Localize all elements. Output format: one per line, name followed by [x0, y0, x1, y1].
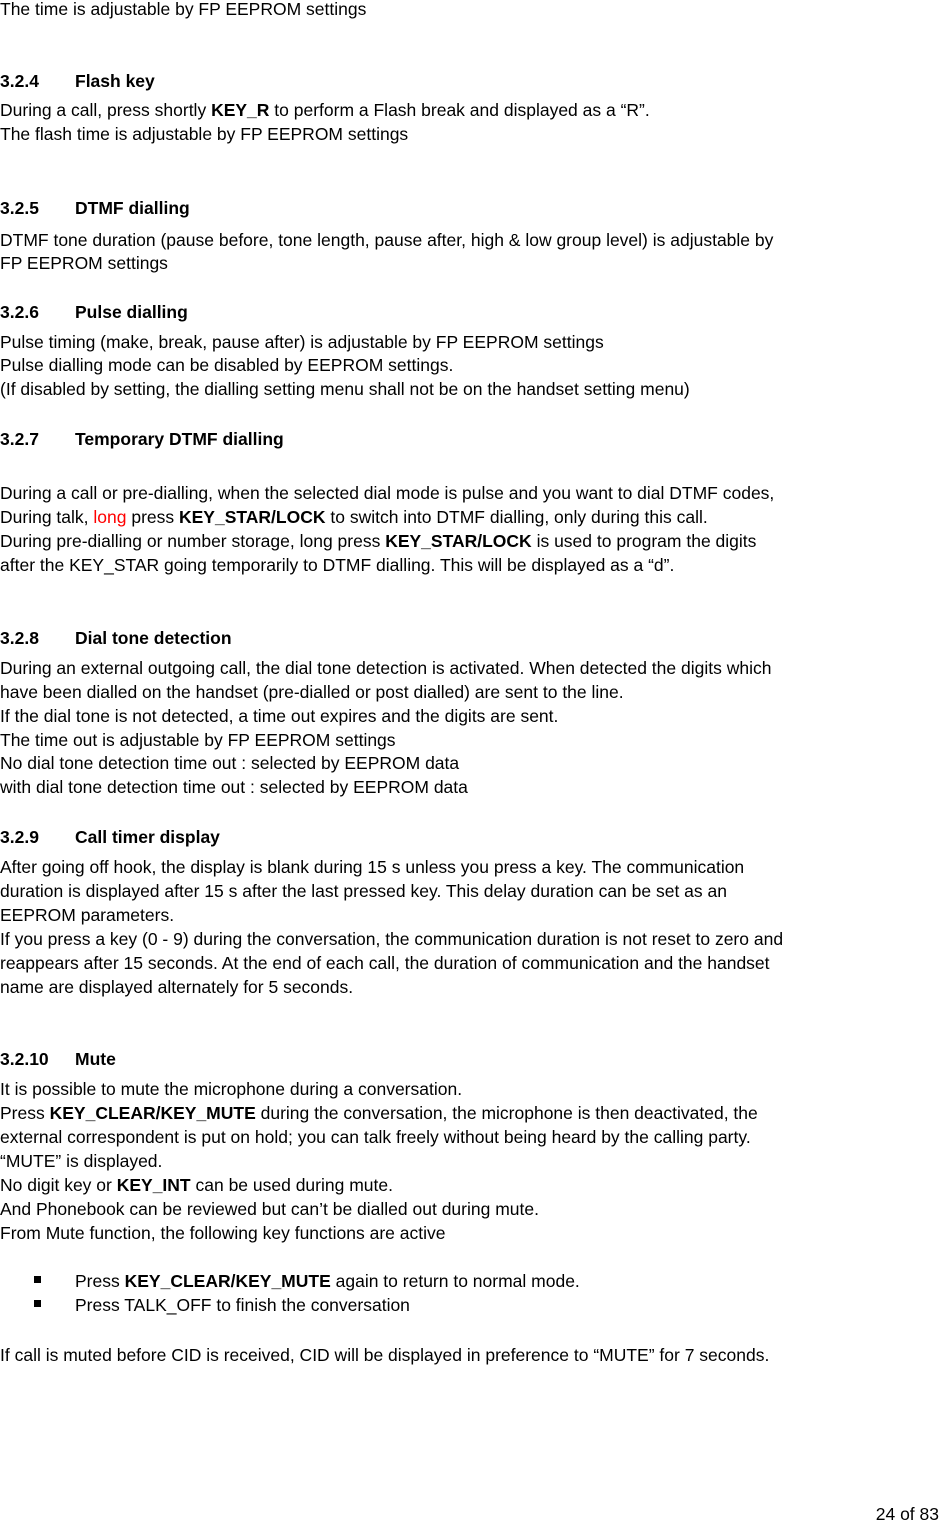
paragraph-line: During a call, press shortly KEY_R to perform a Flash break and displayed as a “R”. [0, 100, 650, 120]
paragraph-line: EEPROM parameters. [0, 905, 175, 925]
paragraph-line: Pulse timing (make, break, pause after) is adjustable by FP EEPROM settings [0, 332, 604, 352]
paragraph-line: after the KEY_STAR going temporarily to DTMF dialling. This will be displayed as a “d”. [0, 555, 675, 575]
paragraph-line: Pulse dialling mode can be disabled by EEPROM settings. [0, 355, 454, 375]
section-title: Call timer display [75, 827, 220, 847]
paragraph-line: (If disabled by setting, the dialling setting menu shall not be on the handset setting menu) [0, 379, 690, 399]
paragraph-line: duration is displayed after 15 s after the last pressed key. This delay duration can be set as an [0, 881, 727, 901]
section-number: 3.2.4 [0, 71, 39, 91]
paragraph-line: The time out is adjustable by FP EEPROM settings [0, 730, 396, 750]
paragraph-line: with dial tone detection time out : selected by EEPROM data [0, 777, 468, 797]
paragraph-line: name are displayed alternately for 5 seconds. [0, 977, 354, 997]
section-title: Flash key [75, 71, 155, 91]
paragraph-line: If the dial tone is not detected, a time out expires and the digits are sent. [0, 706, 559, 726]
paragraph-line: reappears after 15 seconds. At the end of each call, the duration of communication and the handset [0, 953, 770, 973]
section-title: Temporary DTMF dialling [75, 429, 284, 449]
key-name: KEY_STAR/LOCK [179, 507, 326, 527]
paragraph-line: If call is muted before CID is received, CID will be displayed in preference to “MUTE” for 7 seconds. [0, 1345, 770, 1365]
page-number: 24 of 83 [875, 1504, 939, 1524]
section-title: Dial tone detection [75, 628, 232, 648]
list-item: Press TALK_OFF to finish the conversation [75, 1295, 410, 1315]
key-name: KEY_STAR/LOCK [385, 531, 532, 551]
key-name: KEY_INT [116, 1175, 191, 1195]
section-number: 3.2.9 [0, 827, 39, 847]
section-title: DTMF dialling [75, 198, 190, 218]
heading-dtmf-dialling [0, 197, 190, 219]
section-number: 3.2.6 [0, 302, 39, 322]
square-bullet-icon [34, 1300, 41, 1307]
intro-text: The time is adjustable by FP EEPROM settings [0, 0, 367, 19]
heading-temporary-dtmf-dialling [0, 428, 284, 450]
heading-dial-tone-detection [0, 627, 232, 649]
paragraph-line: “MUTE” is displayed. [0, 1151, 163, 1171]
paragraph-line: The flash time is adjustable by FP EEPROM settings [0, 124, 409, 144]
key-name: KEY_CLEAR/KEY_MUTE [124, 1271, 331, 1291]
paragraph-line: During pre-dialling or number storage, long press KEY_STAR/LOCK is used to program the digits [0, 531, 757, 551]
section-number: 3.2.10 [0, 1049, 49, 1069]
paragraph-line: During a call or pre-dialling, when the selected dial mode is pulse and you want to dial DTMF codes, [0, 483, 775, 503]
paragraph-line: have been dialled on the handset (pre-dialled or post dialled) are sent to the line. [0, 682, 624, 702]
heading-flash-key [0, 70, 155, 92]
section-number: 3.2.5 [0, 198, 39, 218]
paragraph-line: No digit key or KEY_INT can be used during mute. [0, 1175, 393, 1195]
paragraph-line: During talk, long press KEY_STAR/LOCK to switch into DTMF dialling, only during this call. [0, 507, 708, 527]
paragraph-line: After going off hook, the display is blank during 15 s unless you press a key. The communication [0, 857, 745, 877]
paragraph-line: And Phonebook can be reviewed but can’t be dialled out during mute. [0, 1199, 539, 1219]
section-number: 3.2.8 [0, 628, 39, 648]
key-name: KEY_R [211, 100, 270, 120]
section-number: 3.2.7 [0, 429, 39, 449]
paragraph-line: No dial tone detection time out : selected by EEPROM data [0, 753, 460, 773]
paragraph-line: It is possible to mute the microphone during a conversation. [0, 1079, 463, 1099]
section-title: Pulse dialling [75, 302, 188, 322]
square-bullet-icon [34, 1276, 41, 1283]
emphasis-red: long [93, 507, 127, 527]
paragraph-line: FP EEPROM settings [0, 253, 168, 273]
heading-call-timer-display [0, 826, 220, 848]
paragraph-line: DTMF tone duration (pause before, tone length, pause after, high & low group level) is adjustable by [0, 230, 774, 250]
paragraph-line: From Mute function, the following key functions are active [0, 1223, 446, 1243]
paragraph-line: During an external outgoing call, the dial tone detection is activated. When detected the digits which [0, 658, 772, 678]
list-item: Press KEY_CLEAR/KEY_MUTE again to return to normal mode. [75, 1271, 580, 1291]
paragraph-line: external correspondent is put on hold; you can talk freely without being heard by the calling party. [0, 1127, 751, 1147]
heading-mute [0, 1048, 116, 1070]
key-name: KEY_CLEAR/KEY_MUTE [49, 1103, 256, 1123]
paragraph-line: Press KEY_CLEAR/KEY_MUTE during the conversation, the microphone is then deactivated, the [0, 1103, 758, 1123]
heading-pulse-dialling [0, 301, 188, 323]
section-title: Mute [75, 1049, 116, 1069]
paragraph-line: If you press a key (0 - 9) during the conversation, the communication duration is not reset to zero and [0, 929, 784, 949]
